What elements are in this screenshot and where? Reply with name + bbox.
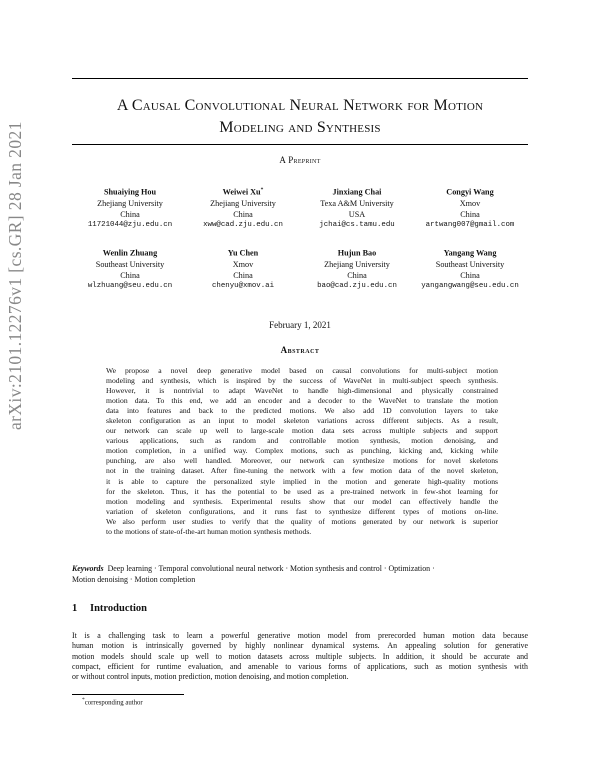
- section-heading-introduction: [72, 603, 147, 614]
- author-country: China: [347, 271, 367, 281]
- publication-date: February 1, 2021: [269, 320, 331, 330]
- author-card: [410, 185, 530, 232]
- arxiv-identifier: arXiv:2101.12276v1 [cs.GR] 28 Jan 2021: [5, 121, 25, 430]
- author-email[interactable]: artwang007@gmail.com: [425, 221, 515, 230]
- abstract-line: skeleton configuration as an input to model skeleton variations across different subjects. As a result,: [106, 416, 498, 426]
- abstract-line: We propose a novel deep generative model based on causal convolutions for multi-subject motion: [106, 366, 498, 375]
- author-name: Weiwei Xu*: [222, 187, 264, 197]
- author-name: Jinxiang Chai: [332, 187, 382, 197]
- abstract-line: various applications, such as random and controllable motion synthesis, motion denoising, and: [106, 436, 498, 446]
- preprint-label: A Preprint: [279, 155, 321, 165]
- author-email[interactable]: bao@cad.zju.edu.cn: [317, 282, 397, 291]
- abstract-line: to the motions of state-of-the-art human motion synthesis methods.: [106, 526, 312, 536]
- footnote: [82, 697, 143, 706]
- author-country: China: [233, 271, 253, 281]
- abstract-line: motion modeling and synthesis. Experimental results show that our model can effectively handle the: [106, 496, 498, 506]
- author-affiliation: Zhejiang University: [324, 259, 390, 269]
- abstract-line: for the skeleton. Thus, it has the potential to be used as a pre-trained network in few-shot learning for: [106, 486, 498, 496]
- abstract-line: data into features and back to the predicted motions. We also add 1D convolution layers to take: [106, 406, 498, 416]
- keywords-line-1: Deep learning · Temporal convolutional neural network · Motion synthesis and control · Optimization ·: [107, 564, 435, 573]
- abstract-line: punching, are also well handled. Moreover, our network can synthesize motions for novel skeletons: [106, 456, 498, 466]
- author-email[interactable]: jchai@cs.tamu.edu: [319, 221, 395, 230]
- author-country: China: [120, 271, 140, 281]
- author-name: Hujun Bao: [337, 248, 377, 258]
- title-line-1: A Causal Convolutional Neural Network for Motion: [116, 97, 484, 114]
- keywords: [72, 563, 532, 585]
- abstract-line: motion data. To this end, we add an encoder and a decoder to the WaveNet to translate the motion: [106, 396, 498, 406]
- section-number: 1: [72, 603, 78, 614]
- abstract-line: motion completion, in a unified way. Complex motions, such as punching, kicking and, kicking while: [106, 446, 498, 456]
- author-card: [183, 246, 303, 293]
- author-card: [297, 246, 417, 293]
- author-mark: *: [260, 187, 264, 193]
- author-country: China: [233, 210, 253, 220]
- author-card: [183, 185, 303, 232]
- author-country: China: [460, 210, 480, 220]
- author-email[interactable]: 11721044@zju.edu.cn: [87, 221, 173, 230]
- introduction-body: [72, 631, 528, 682]
- abstract-body: [106, 366, 498, 537]
- author-email[interactable]: chenyu@xmov.ai: [211, 282, 275, 291]
- abstract-heading: Abstract: [280, 345, 320, 355]
- author-card: [297, 185, 417, 232]
- intro-line: or without control inputs, motion prediction, motion denoising, and motion completion.: [72, 672, 349, 682]
- author-email[interactable]: wlzhuang@seu.edu.cn: [87, 282, 173, 291]
- title-line-2: Modeling and Synthesis: [219, 119, 381, 136]
- abstract-line: our network can scale up well to large-scale motion data sets across multiple subjects and support: [106, 426, 498, 436]
- footnote-rule: [72, 694, 184, 695]
- paper-title: [72, 95, 528, 139]
- author-name: Shuaiying Hou: [103, 187, 157, 197]
- author-affiliation: Xmov: [459, 198, 481, 208]
- author-card: [410, 246, 530, 293]
- author-name: Yangang Wang: [443, 248, 497, 258]
- abstract-line: it is able to capture the personalized style implied in the motion and generate high-quality motions: [106, 476, 498, 486]
- abstract-line: modeling and synthesis, which is inspired by the success of WaveNet in multi-subject speech synthesis.: [106, 376, 498, 386]
- footnote-text: corresponding author: [84, 699, 143, 707]
- author-name: Wenlin Zhuang: [102, 248, 158, 258]
- intro-line: human motion is intrinsically governed by highly nonlinear dynamical systems. An appealing solution for generative: [72, 641, 528, 651]
- section-title: Introduction: [90, 603, 147, 614]
- abstract-line: variation of skeleton configurations, and it runs fast to synthesize different types of motions on-line.: [106, 506, 498, 516]
- keywords-label: Keywords: [72, 564, 104, 573]
- intro-line: motion models should scale up well to motion datasets across multiple subjects. In addition, it should be accurate and: [72, 651, 528, 661]
- author-affiliation: Southeast University: [95, 259, 165, 269]
- author-name: Congyi Wang: [446, 187, 494, 197]
- author-affiliation: Zhejiang University: [210, 198, 276, 208]
- author-affiliation: Southeast University: [435, 259, 505, 269]
- author-affiliation: Texa A&M University: [320, 198, 394, 208]
- keywords-line-2: Motion denoising · Motion completion: [72, 575, 196, 584]
- intro-line: It is a challenging task to learn a powerful generative motion model from prerecorded human motion data because: [72, 631, 528, 640]
- author-affiliation: Xmov: [232, 259, 254, 269]
- author-name: Yu Chen: [227, 248, 259, 258]
- author-country: China: [120, 210, 140, 220]
- author-country: China: [460, 271, 480, 281]
- abstract-line: We also perform user studies to verify that the quality of motions generated by our network is superior: [106, 516, 498, 526]
- author-card: [70, 185, 190, 232]
- author-country: USA: [348, 210, 366, 220]
- author-affiliation: Zhejiang University: [97, 198, 163, 208]
- author-email[interactable]: yangangwang@seu.edu.cn: [421, 282, 519, 291]
- abstract-line: not in the training dataset. After fine-tuning the network with a few motion data of the novel skeleton,: [106, 466, 498, 476]
- title-top-rule: [72, 78, 528, 79]
- author-email[interactable]: xww@cad.zju.edu.cn: [203, 221, 283, 230]
- intro-line: compact, efficient for runtime evaluation, and amenable to various forms of applications, such as motion synthesis with: [72, 661, 528, 671]
- author-card: [70, 246, 190, 293]
- footnote-mark: *: [82, 697, 85, 703]
- title-bottom-rule: [72, 144, 528, 145]
- abstract-line: However, it is nontrivial to adapt WaveNet to handle high-dimensional and physically constrained: [106, 386, 498, 396]
